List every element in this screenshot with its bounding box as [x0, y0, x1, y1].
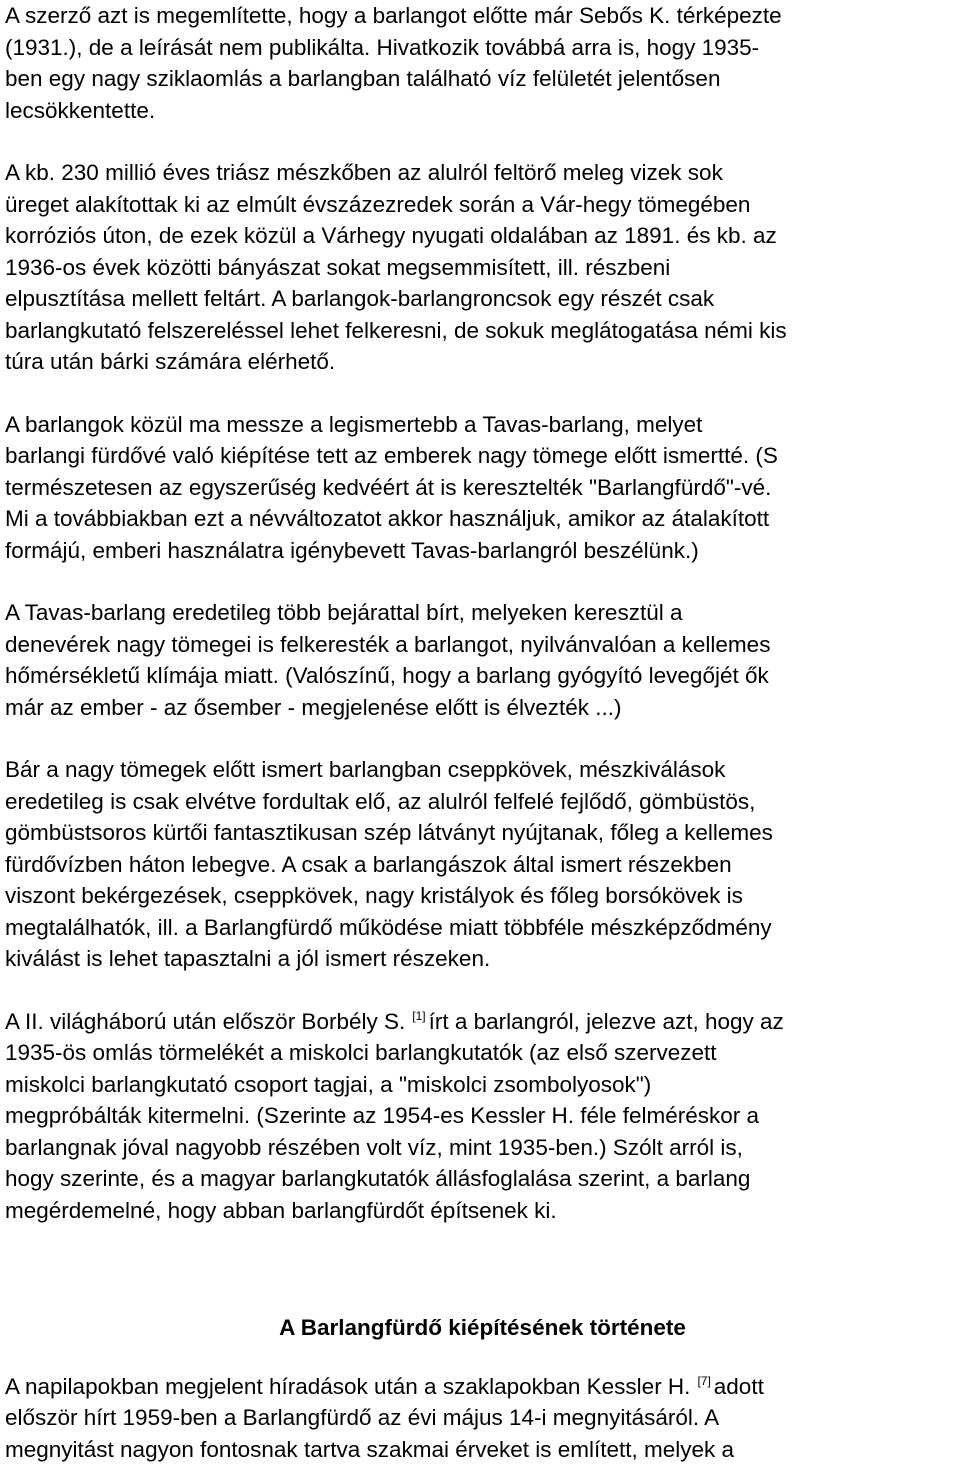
text-line: fürdővízben háton lebegve. A csak a barlangászok által ismert részekben	[5, 851, 732, 877]
document-page	[5, 0, 960, 1465]
footnote-reference[interactable]: [1]	[412, 1008, 426, 1023]
text-line: (1931.), de a leírását nem publikálta. Hivatkozik továbbá arra is, hogy 1935-	[5, 34, 760, 60]
text-line	[5, 1371, 960, 1403]
text-line	[5, 1006, 960, 1038]
text-line: viszont bekérgezések, cseppkövek, nagy kristályok és főleg borsókövek is	[5, 883, 743, 908]
paragraph-4	[5, 597, 960, 723]
paragraph-5	[5, 754, 960, 975]
paragraph-1	[5, 0, 960, 126]
text-fragment: írt a barlangról, jelezve azt, hogy az	[428, 1008, 784, 1034]
text-line: túra után bárki számára elérhető.	[5, 349, 336, 374]
text-line: lecsökkentette.	[5, 97, 156, 123]
text-line: A kb. 230 millió éves triász mészkőben az alulról feltörő meleg vizek sok	[5, 160, 723, 185]
text-fragment: A napilapokban megjelent híradások után a szaklapokban Kessler H.	[5, 1373, 691, 1399]
paragraph-2	[5, 157, 960, 378]
text-line: Mi a továbbiakban ezt a névváltozatot akkor használjuk, amikor az átalakított	[5, 506, 770, 531]
spacer	[5, 1226, 960, 1312]
text-line: A Tavas-barlang eredetileg több bejárattal bírt, melyeken keresztül a	[5, 600, 683, 625]
text-line: elpusztítása mellett feltárt. A barlangok-barlangroncsok egy részét csak	[5, 286, 715, 311]
text-line: megnyitást nagyon fontosnak tartva szakmai érveket is említett, melyek a	[5, 1436, 735, 1462]
text-line: A szerző azt is megemlítette, hogy a barlangot előtte már Sebős K. térképezte	[5, 3, 782, 28]
text-line: Bár a nagy tömegek előtt ismert barlangban cseppkövek, mészkiválások	[5, 757, 726, 782]
text-line: először hírt 1959-ben a Barlangfürdő az évi május 14-i megnyitásáról. A	[5, 1405, 720, 1430]
text-line: formájú, emberi használatra igénybevett Tavas-barlangról beszélünk.)	[5, 537, 699, 563]
text-line: hogy szerinte, és a magyar barlangkutatók állásfoglalása szerint, a barlang	[5, 1166, 751, 1191]
paragraph-6	[5, 1006, 960, 1227]
text-line: eredetileg is csak elvétve fordultak elő, az alulról felfelé fejlődő, gömbüstös,	[5, 788, 756, 814]
text-line: természetesen az egyszerűség kedvéért át is keresztelték "Barlangfürdő"-vé.	[5, 474, 772, 500]
text-fragment: A II. világháború után először Borbély S.	[5, 1008, 406, 1034]
text-line: hőmérsékletű klímája miatt. (Valószínű, hogy a barlang gyógyító levegőjét ők	[5, 663, 769, 688]
text-line: gömbüstsoros kürtői fantasztikusan szép látványt nyújtanak, főleg a kellemes	[5, 820, 773, 845]
text-line: üreget alakítottak ki az elmúlt évszázezredek során a Vár-hegy tömegében	[5, 191, 751, 217]
paragraph-3	[5, 409, 960, 567]
text-line: korróziós úton, de ezek közül a Várhegy nyugati oldalában az 1891. és kb. az	[5, 223, 777, 248]
text-line: denevérek nagy tömegei is felkeresték a barlangot, nyilvánvalóan a kellemes	[5, 631, 771, 657]
paragraph-7	[5, 1371, 960, 1466]
text-line: barlangnak jóval nagyobb részében volt víz, mint 1935-ben.) Szólt arról is,	[5, 1134, 743, 1160]
text-line: barlangi fürdővé való kiépítése tett az emberek nagy tömege előtt ismertté. (S	[5, 443, 778, 468]
text-line: A barlangok közül ma messze a legismertebb a Tavas-barlang, melyet	[5, 411, 703, 437]
text-line: megpróbálták kitermelni. (Szerinte az 1954-es Kessler H. féle felméréskor a	[5, 1103, 760, 1128]
text-line: 1935-ös omlás törmelékét a miskolci barlangkutatók (az első szervezett	[5, 1040, 717, 1065]
spacer	[5, 1344, 960, 1371]
text-line: ben egy nagy sziklaomlás a barlangban található víz felületét jelentősen	[5, 66, 721, 91]
text-line: barlangkutató felszereléssel lehet felkeresni, de sokuk meglátogatása némi kis	[5, 317, 787, 343]
text-line: kiválást is lehet tapasztalni a jól ismert részeken.	[5, 946, 491, 971]
section-heading: A Barlangfürdő kiépítésének története	[279, 1315, 686, 1340]
text-line: megérdemelné, hogy abban barlangfürdőt építsenek ki.	[5, 1197, 557, 1223]
text-line: 1936-os évek közötti bányászat sokat megsemmisített, ill. részbeni	[5, 254, 671, 280]
text-line: már az ember - az ősember - megjelenése előtt is élvezték ...)	[5, 694, 622, 720]
text-fragment: adott	[713, 1373, 764, 1399]
text-line: miskolci barlangkutató csoport tagjai, a "miskolci zsombolyosok")	[5, 1071, 652, 1097]
text-line: megtalálhatók, ill. a Barlangfürdő működése miatt többféle mészképződmény	[5, 914, 772, 940]
footnote-reference[interactable]: [7]	[697, 1373, 711, 1388]
